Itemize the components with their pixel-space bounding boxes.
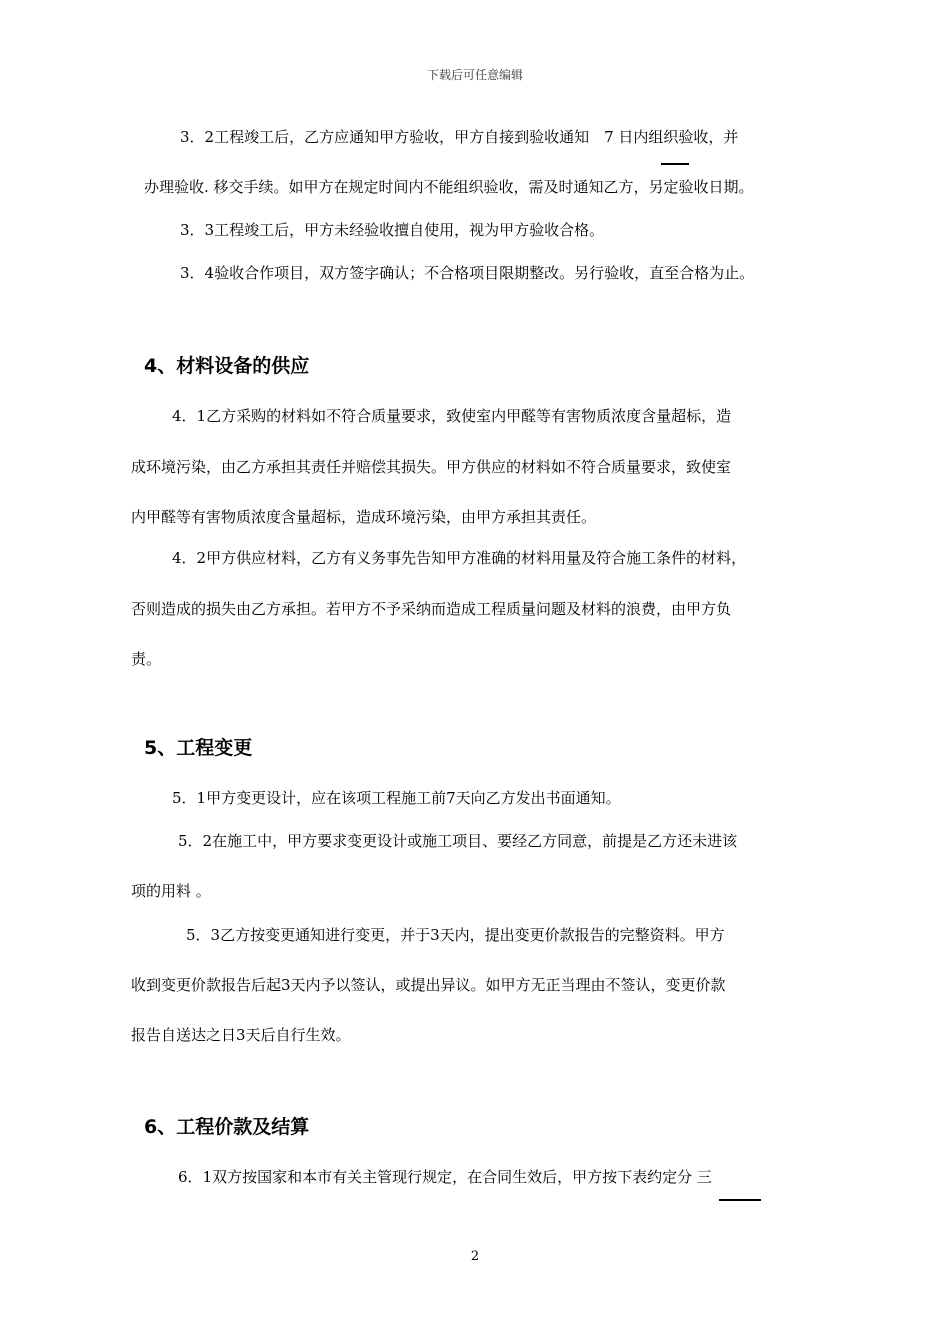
section-5-heading: 5、工程变更	[144, 737, 253, 759]
page-number: 2	[470, 1249, 480, 1264]
paragraph-4-1-line-3: 内甲醛等有害物质浓度含量超标，造成环境污染，由甲方承担其责任。	[131, 508, 597, 526]
paragraph-5-3-line-1: 5．3乙方按变更通知进行变更，并于3天内，提出变更价款报告的完整资料。甲方	[186, 926, 725, 944]
paragraph-4-2-line-1: 4．2甲方供应材料，乙方有义务事先告知甲方准确的材料用量及符合施工条件的材料，	[172, 549, 747, 567]
paragraph-6-1-line-1: 6．1双方按国家和本市有关主管现行规定，在合同生效后，甲方按下表约定分 三	[178, 1168, 712, 1186]
paragraph-3-2-line-1: 3．2工程竣工后，乙方应通知甲方验收，甲方自接到验收通知 7 日内组织验收，并	[180, 128, 739, 146]
paragraph-5-3-line-3: 报告自送达之日3天后自行生效。	[131, 1026, 351, 1044]
paragraph-5-3-line-2: 收到变更价款报告后起3天内予以签认，或提出异议。如甲方无正当理由不签认，变更价款	[131, 976, 726, 994]
paragraph-5-2-line-2: 项的用料 。	[131, 882, 211, 900]
paragraph-4-1-line-1: 4．1乙方采购的材料如不符合质量要求，致使室内甲醛等有害物质浓度含量超标，造	[172, 407, 732, 425]
blank-underline	[661, 163, 689, 165]
paragraph-3-2-line-2: 办理验收. 移交手续。如甲方在规定时间内不能组织验收，需及时通知乙方，另定验收日期。	[144, 178, 754, 196]
paragraph-4-1-line-2: 成环境污染，由乙方承担其责任并赔偿其损失。甲方供应的材料如不符合质量要求，致使室	[131, 458, 732, 476]
section-6-heading: 6、工程价款及结算	[144, 1116, 310, 1138]
section-4-heading: 4、材料设备的供应	[144, 355, 310, 377]
paragraph-4-2-line-3: 责。	[131, 650, 162, 668]
paragraph-5-1: 5．1甲方变更设计，应在该项工程施工前7天向乙方发出书面通知。	[172, 789, 621, 807]
header-note: 下载后可任意编辑	[426, 68, 523, 82]
blank-underline	[719, 1199, 761, 1201]
paragraph-4-2-line-2: 否则造成的损失由乙方承担。若甲方不予采纳而造成工程质量问题及材料的浪费，由甲方负	[131, 600, 732, 618]
paragraph-3-4: 3．4验收合作项目，双方签字确认；不合格项目限期整改。另行验收，直至合格为止。	[180, 264, 755, 282]
paragraph-3-3: 3．3工程竣工后，甲方未经验收擅自使用，视为甲方验收合格。	[180, 221, 605, 239]
paragraph-5-2-line-1: 5．2在施工中，甲方要求变更设计或施工项目、要经乙方同意，前提是乙方还未进该	[178, 832, 738, 850]
